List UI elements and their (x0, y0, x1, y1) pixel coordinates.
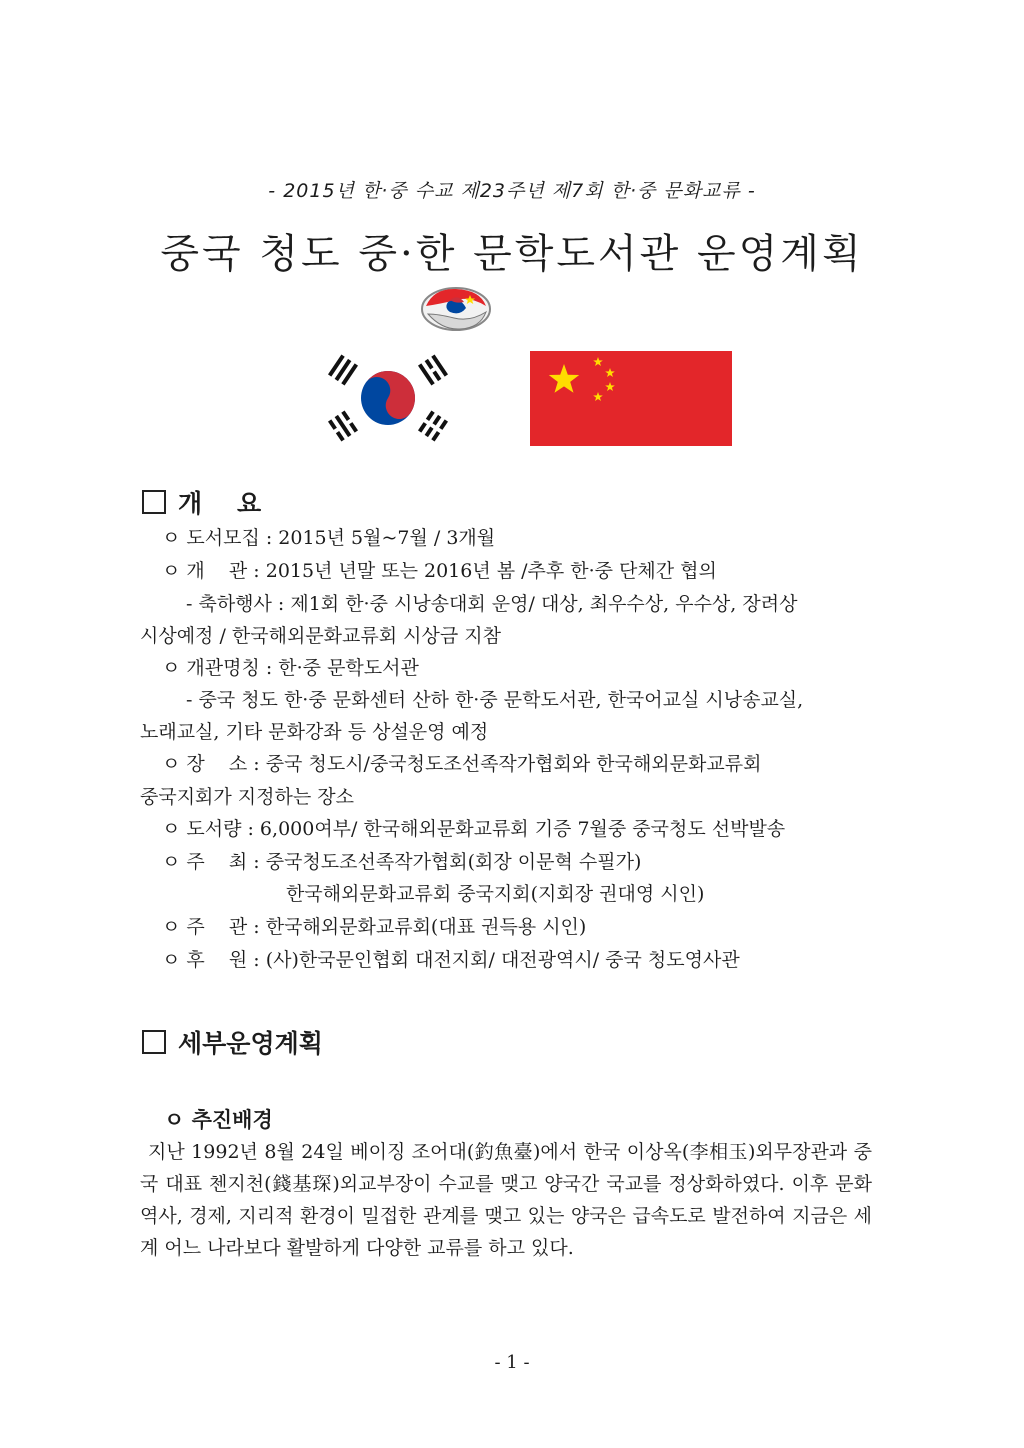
overview-line: 시상예정 / 한국해외문화교류회 시상금 지참 (140, 625, 501, 647)
overview-line: 노래교실, 기타 문화강좌 등 상설운영 예정 (140, 721, 489, 743)
overview-line: ㅇ 후 원 : (사)한국문인협회 대전지회/ 대전광역시/ 중국 청도영사관 (162, 949, 740, 971)
overview-line: ㅇ 주 최 : 중국청도조선족작가협회(회장 이문혁 수필가) (162, 851, 642, 873)
page-number: - 1 - (494, 1352, 530, 1373)
section-overview-heading (142, 484, 261, 520)
section-overview-title: 개 요 (178, 489, 262, 518)
overview-line: ㅇ 주 관 : 한국해외문화교류회(대표 권득용 시인) (162, 916, 587, 938)
overview-line: ㅇ 도서량 : 6,000여부/ 한국해외문화교류회 기증 7월중 중국청도 선박발송 (162, 818, 786, 840)
emblem-logo (420, 286, 492, 332)
overview-line: 한국해외문화교류회 중국지회(지회장 권대영 시인) (286, 883, 705, 905)
china-flag (530, 351, 732, 446)
overview-line: ㅇ 개 관 : 2015년 년말 또는 2016년 봄 /추후 한·중 단체간 협의 (162, 560, 717, 582)
section-plan-title: 세부운영계획 (178, 1029, 323, 1058)
background-paragraph: 지난 1992년 8월 24일 베이징 조어대(釣魚臺)에서 한국 이상옥(李相玉)외무장관과 중국 대표 첸지천(錢基琛)외교부장이 수교를 맺고 양국간 국교를 정상화하였다. 이후 문화 역사, 경제, 지리적 환경이 밀접한 관계를 맺고 있는 양국은 급속도로 발전하여 지금은 세계 어느 나라보다 활발하게 다양한 교류를 하고 있다. (140, 1141, 872, 1259)
background-subheading: ㅇ 추진배경 (164, 1107, 273, 1132)
checkbox-square-icon (142, 1030, 166, 1054)
checkbox-square-icon (142, 490, 166, 514)
overview-line: ㅇ 장 소 : 중국 청도시/중국청도조선족작가협회와 한국해외문화교류회 (162, 753, 762, 775)
overview-line: ㅇ 개관명칭 : 한·중 문학도서관 (162, 657, 419, 679)
overview-line: - 중국 청도 한·중 문화센터 산하 한·중 문학도서관, 한국어교실 시낭송교실, (186, 689, 804, 711)
overview-line: 중국지회가 지정하는 장소 (140, 786, 354, 808)
overview-line: ㅇ 도서모집 : 2015년 5월~7월 / 3개월 (162, 527, 496, 549)
overview-line: - 축하행사 : 제1회 한·중 시낭송대회 운영/ 대상, 최우수상, 우수상, 장려상 (186, 593, 798, 615)
page-title: 중국 청도 중·한 문학도서관 운영계획 (160, 231, 864, 277)
event-subtitle: - 2015년 한·중 수교 제23주년 제7회 한·중 문화교류 - (268, 180, 756, 202)
south-korea-flag (308, 348, 468, 448)
section-plan-heading (142, 1024, 323, 1060)
